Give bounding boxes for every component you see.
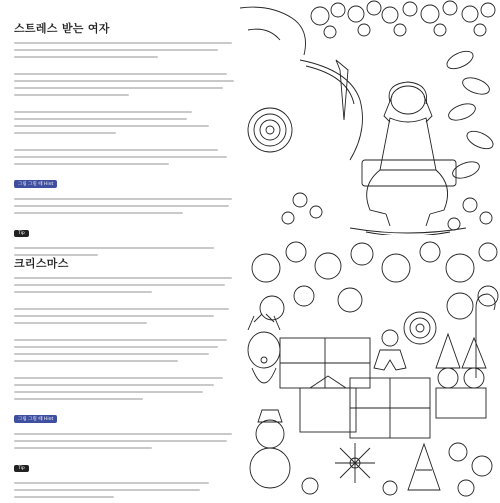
ornament-row-bottom [302,443,492,496]
paragraph-5 [14,277,236,293]
paragraph-1 [14,42,236,58]
paragraph-7 [14,339,236,362]
flower-cluster-top [311,1,495,38]
paragraph-6 [14,308,236,324]
reindeer-figure [248,314,280,383]
snowman-figure [250,410,290,488]
stressed-woman-coloring-illustration [240,0,500,235]
top-text-column [14,20,236,261]
hint-tag-top: 그림 그릴 때 Hint [14,180,57,188]
section-title-christmas: 크리스마스 [14,257,69,270]
gift-box-stack [280,338,430,438]
paragraph-8 [14,377,236,400]
snowflake-icon [335,443,375,483]
hint-paragraph-bottom [14,433,236,449]
tip-paragraph-bottom [14,482,236,498]
flower-cluster-bottom [282,193,492,230]
paragraph-3 [14,111,236,134]
paragraph-2 [14,73,236,96]
christmas-tree [408,444,440,490]
paragraph-4 [14,149,236,165]
stressed-woman-figure [367,82,448,226]
bottom-text-column [14,255,236,503]
gingerbread-man [374,330,406,370]
tip-tag-top: Tip [14,230,29,237]
tip-tag-bottom: Tip [14,465,29,472]
spiral-ornament [248,108,292,152]
leaf-cluster-right [444,48,495,182]
section-title-stress: 스트레스 받는 여자 [14,22,110,35]
santa-figures [436,334,486,418]
ornament-row-top [252,242,498,320]
candy-cane [476,294,495,378]
hint-paragraph-top [14,198,236,214]
swirl-ornament [404,312,436,344]
christmas-coloring-illustration [240,238,500,500]
hint-tag-bottom: 그림 그릴 때 Hint [14,415,57,423]
